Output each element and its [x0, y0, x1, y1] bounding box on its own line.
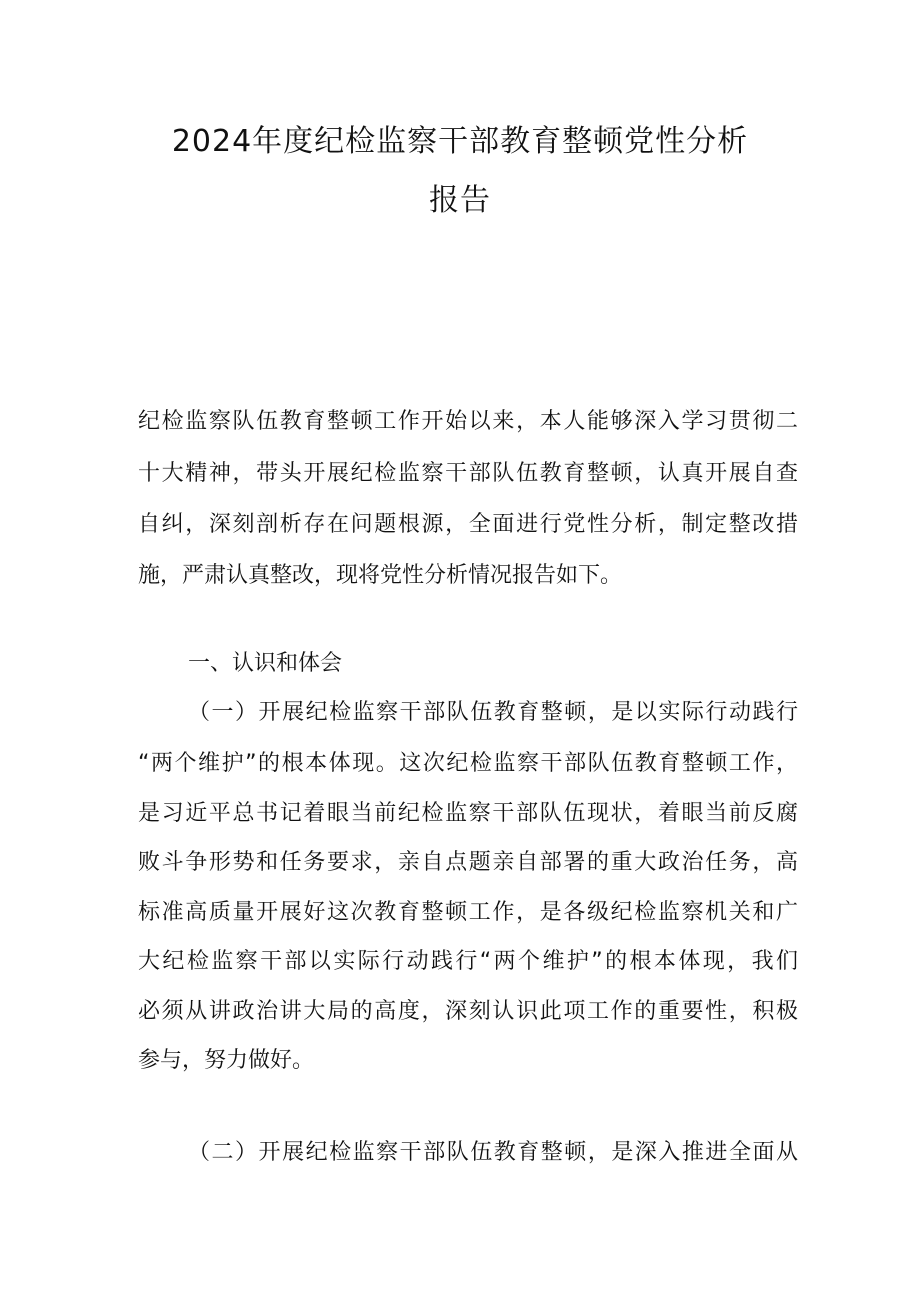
point1-line: 标准高质量开展好这次教育整顿工作，是各级纪检监察机关和广 [138, 900, 798, 925]
point1-line: 必须从讲政治讲大局的高度，深刻认识此项工作的重要性，积极 [138, 999, 798, 1024]
point1-line: 是习近平总书记着眼当前纪检监察干部队伍现状，着眼当前反腐 [138, 801, 798, 826]
intro-line: 施，严肃认真整改，现将党性分析情况报告如下。 [138, 563, 623, 588]
intro-line: 自纠，深刻剖析存在问题根源，全面进行党性分析，制定整改措 [138, 512, 798, 537]
document-title-line-1: 2024年度纪检监察干部教育整顿党性分析 [171, 124, 749, 159]
point1-line: 参与，努力做好。 [138, 1048, 315, 1073]
document-title-line-2: 报告 [429, 183, 491, 218]
point1-line: （一）开展纪检监察干部队伍教育整顿，是以实际行动践行 [188, 700, 798, 725]
intro-line: 十大精神，带头开展纪检监察干部队伍教育整顿，认真开展自查 [138, 461, 798, 486]
point2-line: （二）开展纪检监察干部队伍教育整顿，是深入推进全面从 [188, 1140, 798, 1165]
point1-line: 大纪检监察干部以实际行动践行“两个维护”的根本体现，我们 [138, 949, 798, 974]
point1-line: “两个维护”的根本体现。这次纪检监察干部队伍教育整顿工作， [138, 751, 798, 776]
point1-line: 败斗争形势和任务要求，亲自点题亲自部署的重大政治任务，高 [138, 850, 798, 875]
intro-line: 纪检监察队伍教育整顿工作开始以来，本人能够深入学习贯彻二 [138, 409, 798, 434]
section-heading: 一、认识和体会 [188, 651, 343, 676]
